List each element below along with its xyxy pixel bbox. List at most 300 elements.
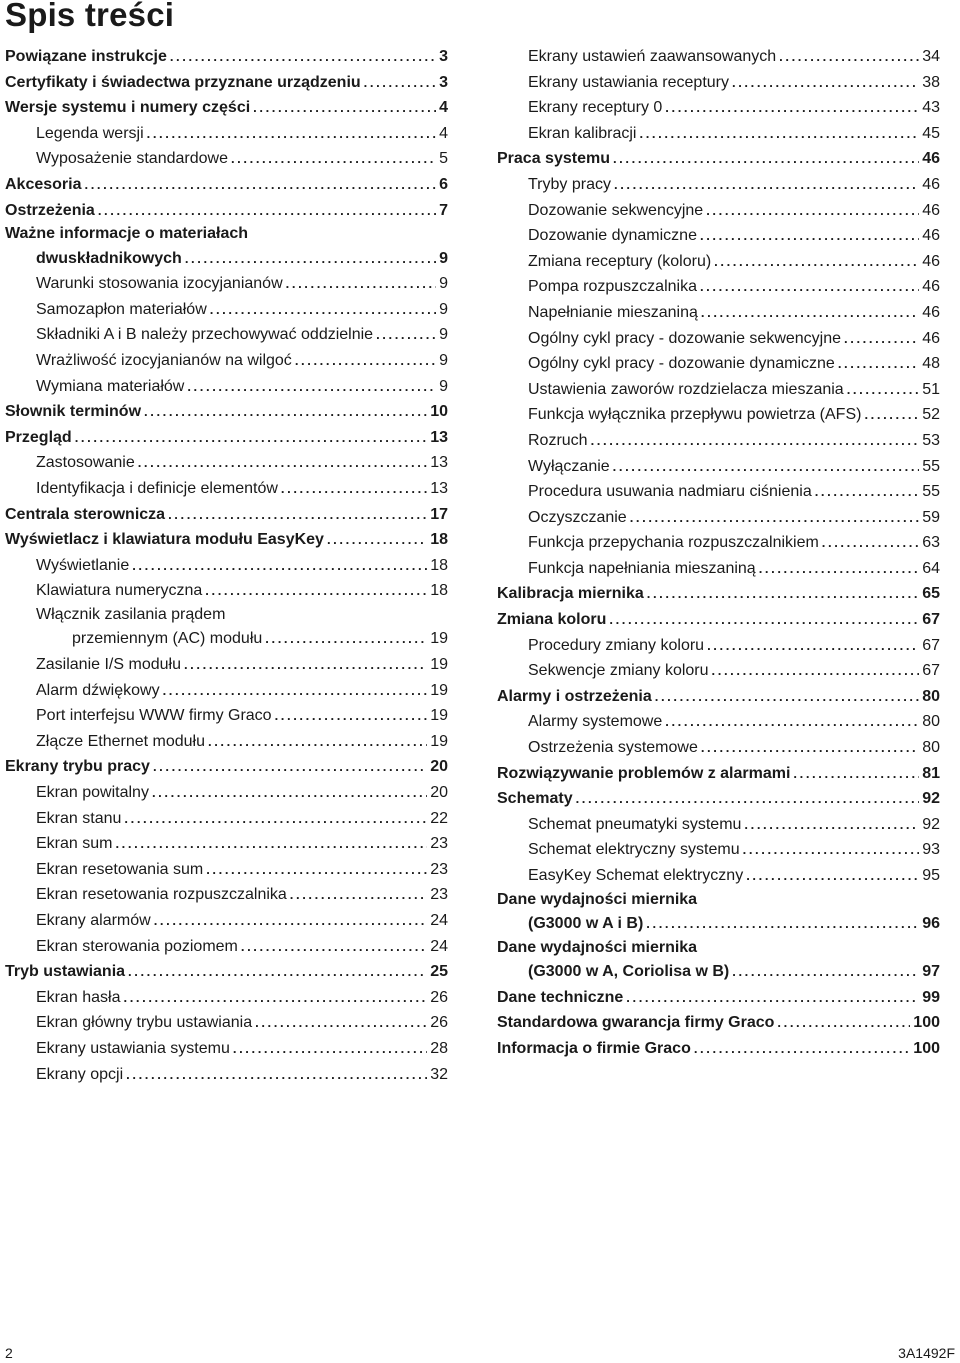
- toc-entry[interactable]: [497, 300, 940, 326]
- toc-entry[interactable]: [5, 553, 448, 579]
- dot-leader: [124, 985, 428, 1011]
- toc-entry[interactable]: [497, 607, 940, 633]
- toc-entry[interactable]: [5, 985, 448, 1011]
- toc-page-number: 13: [430, 480, 448, 497]
- toc-page-number: 99: [922, 988, 940, 1006]
- toc-entry-title: Przegląd: [5, 428, 72, 446]
- toc-entry[interactable]: [5, 44, 448, 70]
- toc-page-number: 19: [430, 656, 448, 674]
- toc-entry-title: Dozowanie dynamiczne: [528, 227, 697, 245]
- dot-leader: [630, 505, 920, 531]
- toc-page-number: 19: [430, 630, 448, 648]
- dot-leader: [793, 761, 919, 787]
- toc-entry-title: Ustawienia zaworów rozdzielacza mieszania: [528, 380, 844, 398]
- toc-entry[interactable]: [5, 729, 448, 755]
- dot-leader: [163, 678, 428, 704]
- toc-entry-title: Wyłączanie: [528, 457, 610, 475]
- toc-page-number: 18: [430, 582, 448, 600]
- dot-leader: [210, 297, 436, 323]
- toc-entry[interactable]: [5, 223, 448, 246]
- toc-entry-title: Procedura usuwania nadmiaru ciśnienia: [528, 483, 812, 501]
- dot-leader: [233, 1036, 427, 1062]
- dot-leader: [864, 402, 919, 428]
- toc-entry[interactable]: [497, 937, 940, 960]
- toc-entry[interactable]: [497, 351, 940, 377]
- dot-leader: [154, 908, 428, 934]
- dot-leader: [694, 1036, 910, 1062]
- dot-leader: [639, 121, 919, 147]
- toc-entry[interactable]: [5, 1062, 448, 1088]
- toc-page-number: 9: [439, 326, 448, 344]
- dot-leader: [759, 556, 920, 582]
- toc-page-number: 52: [922, 406, 940, 424]
- dot-leader: [591, 428, 920, 454]
- toc-page-number: 26: [430, 1014, 448, 1032]
- toc-entry-title: Ostrzeżenia: [5, 201, 95, 219]
- toc-entry[interactable]: [5, 857, 448, 883]
- toc-entry[interactable]: [497, 249, 940, 275]
- toc-entry[interactable]: [5, 604, 448, 627]
- toc-entry-continuation[interactable]: [497, 959, 940, 985]
- toc-entry-title: Praca systemu: [497, 150, 610, 168]
- dot-leader: [712, 658, 920, 684]
- toc-entry[interactable]: [5, 348, 448, 374]
- dot-leader: [376, 322, 436, 348]
- toc-entry-title: Zmiana koloru: [497, 611, 607, 629]
- dot-leader: [138, 450, 427, 476]
- toc-entry-title: Ekrany trybu pracy: [5, 758, 150, 776]
- toc-entry-title: Alarm dźwiękowy: [36, 681, 160, 699]
- toc-entry-title: Procedury zmiany koloru: [528, 636, 705, 654]
- toc-entry-title: Ekran główny trybu ustawiania: [36, 1014, 253, 1032]
- page-number: 2: [5, 1345, 13, 1361]
- dot-leader: [255, 1010, 427, 1036]
- dot-leader: [327, 527, 427, 553]
- toc-entry-continuation[interactable]: [497, 911, 940, 937]
- toc-entry-title: Dane wydajności miernika: [497, 890, 698, 908]
- dot-leader: [185, 246, 436, 272]
- toc-entry-title: Ekrany alarmów: [36, 912, 151, 929]
- toc-entry[interactable]: [5, 271, 448, 297]
- toc-entry[interactable]: [5, 1010, 448, 1036]
- toc-entry[interactable]: [5, 297, 448, 323]
- toc-entry-continuation[interactable]: [5, 626, 448, 652]
- toc-page-number: 67: [922, 662, 940, 680]
- dot-leader: [295, 348, 436, 374]
- dot-leader: [265, 626, 427, 652]
- toc-entry[interactable]: [5, 70, 448, 96]
- dot-leader: [614, 172, 919, 198]
- toc-entry-title: Ekran resetowania rozpuszczalnika: [36, 886, 287, 904]
- toc-entry[interactable]: [497, 761, 940, 787]
- toc-page-number: 46: [922, 175, 940, 193]
- toc-page-number: 9: [439, 300, 448, 318]
- dot-leader: [147, 121, 436, 147]
- dot-leader: [115, 831, 427, 857]
- page-title: Spis treści: [5, 0, 175, 33]
- dot-leader: [231, 146, 436, 172]
- dot-leader: [844, 326, 919, 352]
- toc-entry-title: Alarmy systemowe: [528, 713, 663, 731]
- toc-entry-title: Tryb ustawiania: [5, 963, 126, 981]
- toc-entry[interactable]: [5, 146, 448, 172]
- toc-entry-title: Klawiatura numeryczna: [36, 582, 203, 600]
- toc-page-number: 19: [430, 681, 448, 699]
- toc-entry[interactable]: [497, 556, 940, 582]
- toc-entry[interactable]: [5, 652, 448, 678]
- dot-leader: [170, 44, 436, 70]
- toc-entry[interactable]: [497, 454, 940, 480]
- dot-leader: [777, 1010, 910, 1036]
- toc-entry-title: Rozwiązywanie problemów z alarmami: [497, 764, 791, 782]
- toc-page-number: 100: [913, 1014, 940, 1032]
- toc-entry[interactable]: [5, 322, 448, 348]
- toc-entry[interactable]: [497, 889, 940, 912]
- toc-entry-title: Funkcja wyłącznika przepływu powietrza (AFS): [528, 406, 862, 424]
- toc-page-number: 24: [430, 912, 448, 929]
- toc-entry-title: Zasilanie I/S modułu: [36, 656, 181, 674]
- toc-entry[interactable]: [497, 1010, 940, 1036]
- document-code: 3A1492F: [898, 1345, 955, 1361]
- toc-entry[interactable]: [5, 578, 448, 604]
- toc-page-number: 22: [430, 809, 448, 827]
- toc-page-number: 6: [439, 175, 448, 193]
- toc-page-number: 46: [922, 150, 940, 168]
- toc-entry-title: Ostrzeżenia systemowe: [528, 739, 698, 757]
- toc-page-number: 9: [439, 377, 448, 395]
- toc-page-number: 95: [922, 867, 940, 884]
- toc-page-number: 96: [922, 915, 940, 933]
- toc-page-number: 59: [922, 508, 940, 526]
- toc-entry[interactable]: [5, 121, 448, 147]
- toc-entry-title: Włącznik zasilania prądem: [36, 605, 226, 623]
- toc-page-number: 9: [439, 352, 448, 370]
- toc-entry[interactable]: [5, 527, 448, 553]
- toc-entry-title: Dane techniczne: [497, 988, 624, 1006]
- toc-entry[interactable]: [497, 428, 940, 454]
- toc-entry[interactable]: [497, 658, 940, 684]
- toc-entry[interactable]: [5, 882, 448, 908]
- dot-leader: [732, 70, 919, 96]
- dot-leader: [746, 863, 919, 889]
- toc-page-number: 92: [922, 790, 940, 808]
- toc-page-number: 20: [430, 758, 448, 776]
- toc-page-number: 7: [439, 201, 448, 219]
- dot-leader: [613, 146, 919, 172]
- toc-entry[interactable]: [5, 908, 448, 934]
- dot-leader: [128, 959, 427, 985]
- dot-leader: [655, 684, 919, 710]
- toc-entry[interactable]: [497, 985, 940, 1011]
- toc-entry-title: Zastosowanie: [36, 454, 135, 472]
- dot-leader: [822, 530, 919, 556]
- toc-entry-title: Pompa rozpuszczalnika: [528, 278, 697, 296]
- toc-entry-title: Ogólny cykl pracy - dozowanie dynamiczne: [528, 355, 835, 373]
- toc-entry[interactable]: [5, 172, 448, 198]
- toc-entry[interactable]: [5, 450, 448, 476]
- toc-entry[interactable]: [5, 502, 448, 528]
- toc-entry[interactable]: [497, 146, 940, 172]
- toc-entry[interactable]: [497, 786, 940, 812]
- toc-entry-title: Powiązane instrukcje: [5, 48, 167, 65]
- dot-leader: [646, 911, 919, 937]
- toc-page-number: 55: [922, 457, 940, 475]
- toc-entry-title: Identyfikacja i definicje elementów: [36, 480, 278, 497]
- toc-entry[interactable]: [497, 121, 940, 147]
- toc-page-number: 97: [922, 963, 940, 981]
- toc-entry-title: Certyfikaty i świadectwa przyznane urządzeniu: [5, 73, 361, 91]
- toc-entry[interactable]: [497, 1036, 940, 1062]
- dot-leader: [241, 934, 427, 960]
- dot-leader: [665, 709, 919, 735]
- dot-leader: [700, 274, 919, 300]
- toc-entry-title: Ekrany receptury 0: [528, 99, 663, 117]
- toc-entry-title: Wyposażenie standardowe: [36, 150, 228, 168]
- dot-leader: [153, 754, 427, 780]
- toc-page-number: 4: [439, 124, 448, 142]
- toc-page-number: 19: [430, 707, 448, 725]
- toc-page-number: 46: [922, 329, 940, 347]
- dot-leader: [184, 652, 427, 678]
- dot-leader: [187, 374, 436, 400]
- dot-leader: [847, 377, 920, 403]
- toc-entry-title: Złącze Ethernet modułu: [36, 732, 205, 750]
- toc-entry[interactable]: [5, 399, 448, 425]
- toc-page-number: 5: [439, 150, 448, 168]
- dot-leader: [168, 502, 427, 528]
- toc-page-number: 48: [922, 355, 940, 373]
- toc-page-number: 18: [430, 531, 448, 549]
- toc-entry[interactable]: [497, 70, 940, 96]
- toc-page-number: 46: [922, 278, 940, 296]
- dot-leader: [98, 198, 436, 224]
- toc-page-number: 55: [922, 483, 940, 501]
- toc-entry-title: Wersje systemu i numery części: [5, 99, 251, 117]
- toc-entry-title: Ekrany ustawiania systemu: [36, 1039, 230, 1057]
- toc-entry[interactable]: [5, 831, 448, 857]
- toc-entry-title: Tryby pracy: [528, 175, 611, 193]
- dot-leader: [205, 578, 427, 604]
- toc-entry[interactable]: [497, 44, 940, 70]
- toc-page-number: 25: [430, 963, 448, 981]
- toc-page-number: 19: [430, 732, 448, 750]
- toc-entry-title: Składniki A i B należy przechowywać oddzielnie: [36, 326, 374, 344]
- toc-entry-title: Ekrany opcji: [36, 1065, 124, 1083]
- dot-leader: [152, 780, 427, 806]
- toc-page-number: 80: [922, 713, 940, 731]
- toc-page-number: 46: [922, 227, 940, 245]
- toc-entry[interactable]: [497, 198, 940, 224]
- toc-page-number: 38: [922, 73, 940, 91]
- toc-page-number: 3: [439, 73, 448, 91]
- toc-entry-title: Oczyszczanie: [528, 508, 627, 526]
- toc-entry[interactable]: [5, 959, 448, 985]
- toc-entry-title: Wrażliwość izocyjanianów na wilgoć: [36, 352, 292, 370]
- toc-entry-title: Zmiana receptury (koloru): [528, 252, 712, 270]
- toc-entry[interactable]: [497, 684, 940, 710]
- dot-leader: [838, 351, 919, 377]
- toc-entry-title: (G3000 w A i B): [528, 915, 644, 933]
- toc-entry-title: Standardowa gwarancja firmy Graco: [497, 1014, 775, 1032]
- dot-leader: [286, 271, 436, 297]
- toc-page-number: 10: [430, 403, 448, 421]
- toc-entry[interactable]: [497, 735, 940, 761]
- toc-entry-title: Schemat elektryczny systemu: [528, 841, 740, 859]
- toc-page-number: 17: [430, 505, 448, 523]
- toc-entry[interactable]: [5, 425, 448, 451]
- dot-leader: [290, 882, 427, 908]
- toc-entry[interactable]: [497, 326, 940, 352]
- toc-page-number: 51: [922, 380, 940, 398]
- toc-entry-title: Warunki stosowania izocyjanianów: [36, 275, 283, 293]
- toc-page-number: 26: [430, 988, 448, 1006]
- toc-entry[interactable]: [5, 806, 448, 832]
- toc-entry[interactable]: [5, 780, 448, 806]
- toc-entry-title: Napełnianie mieszaniną: [528, 303, 698, 321]
- toc-entry-continuation[interactable]: [5, 246, 448, 272]
- dot-leader: [85, 172, 437, 198]
- dot-leader: [744, 812, 919, 838]
- toc-entry[interactable]: [497, 581, 940, 607]
- toc-entry-title: Dozowanie sekwencyjne: [528, 201, 704, 219]
- toc-entry-title: Ekran sterowania poziomem: [36, 937, 238, 955]
- toc-entry[interactable]: [497, 223, 940, 249]
- toc-entry[interactable]: [5, 95, 448, 121]
- toc-entry-title: Akcesoria: [5, 175, 82, 193]
- toc-page-number: 53: [922, 431, 940, 449]
- toc-entry-title: przemiennym (AC) modułu: [72, 630, 263, 648]
- toc-entry[interactable]: [5, 198, 448, 224]
- toc-entry-title: Funkcja przepychania rozpuszczalnikiem: [528, 534, 819, 552]
- toc-entry-title: Wyświetlanie: [36, 556, 130, 574]
- dot-leader: [701, 300, 919, 326]
- dot-leader: [732, 959, 919, 985]
- toc-entry-title: Schemat pneumatyki systemu: [528, 815, 742, 833]
- toc-page-number: 46: [922, 252, 940, 270]
- dot-leader: [124, 806, 427, 832]
- toc-entry[interactable]: [497, 837, 940, 863]
- toc-page-number: 63: [922, 534, 940, 552]
- toc-entry-title: Ważne informacje o materiałach: [5, 225, 249, 243]
- dot-leader: [700, 223, 919, 249]
- toc-page-number: 18: [430, 556, 448, 574]
- dot-leader: [609, 607, 919, 633]
- toc-page-number: 23: [430, 886, 448, 904]
- dot-leader: [815, 479, 919, 505]
- toc-entry[interactable]: [497, 505, 940, 531]
- toc-entry[interactable]: [5, 754, 448, 780]
- dot-leader: [714, 249, 919, 275]
- toc-entry-title: Ekrany ustawiania receptury: [528, 73, 729, 91]
- dot-leader: [706, 198, 919, 224]
- toc-entry-title: Ekran powitalny: [36, 784, 149, 802]
- toc-page-number: 24: [430, 937, 448, 955]
- toc-entry[interactable]: [497, 479, 940, 505]
- toc-entry-title: Dane wydajności miernika: [497, 938, 698, 956]
- dot-leader: [208, 729, 427, 755]
- toc-page-number: 43: [922, 99, 940, 117]
- toc-entry[interactable]: [5, 934, 448, 960]
- dot-leader: [665, 95, 919, 121]
- dot-leader: [126, 1062, 427, 1088]
- toc-page-number: 93: [922, 841, 940, 859]
- toc-entry[interactable]: [5, 374, 448, 400]
- dot-leader: [206, 857, 427, 883]
- toc-entry[interactable]: [497, 530, 940, 556]
- toc-page-number: 13: [430, 428, 448, 446]
- dot-leader: [75, 425, 428, 451]
- toc-entry-title: EasyKey Schemat elektryczny: [528, 867, 744, 884]
- toc-entry-title: Samozapłon materiałów: [36, 300, 207, 318]
- toc-entry-title: Ekran hasła: [36, 988, 121, 1006]
- dot-leader: [779, 44, 919, 70]
- toc-page-number: 46: [922, 303, 940, 321]
- toc-page-number: 80: [922, 739, 940, 757]
- dot-leader: [701, 735, 919, 761]
- toc-entry[interactable]: [497, 863, 940, 889]
- toc-entry-title: Słownik terminów: [5, 403, 142, 421]
- toc-page-number: 65: [922, 585, 940, 603]
- toc-page-number: 92: [922, 815, 940, 833]
- toc-entry[interactable]: [497, 812, 940, 838]
- dot-leader: [647, 581, 919, 607]
- dot-leader: [613, 454, 920, 480]
- toc-left-column: [5, 44, 448, 1087]
- toc-entry[interactable]: [497, 95, 940, 121]
- toc-entry[interactable]: [5, 678, 448, 704]
- toc-entry-title: dwuskładnikowych: [36, 249, 182, 267]
- toc-entry[interactable]: [5, 703, 448, 729]
- toc-page-number: 23: [430, 835, 448, 853]
- toc-entry-title: Kalibracja miernika: [497, 585, 644, 603]
- dot-leader: [364, 70, 436, 96]
- dot-leader: [281, 476, 427, 502]
- toc-entry-title: (G3000 w A, Coriolisa w B): [528, 963, 730, 981]
- toc-page-number: 67: [922, 611, 940, 629]
- toc-entry[interactable]: [497, 274, 940, 300]
- toc-entry[interactable]: [497, 172, 940, 198]
- toc-entry-title: Ekran resetowania sum: [36, 860, 204, 878]
- toc-entry-title: Rozruch: [528, 431, 588, 449]
- toc-page-number: 28: [430, 1039, 448, 1057]
- toc-entry-title: Schematy: [497, 790, 573, 808]
- toc-page-number: 64: [922, 559, 940, 577]
- toc-page-number: 23: [430, 860, 448, 878]
- toc-entry[interactable]: [5, 1036, 448, 1062]
- toc-page-number: 100: [913, 1039, 940, 1057]
- toc-entry[interactable]: [497, 377, 940, 403]
- toc-entry-title: Ekran sum: [36, 835, 113, 853]
- toc-entry[interactable]: [497, 709, 940, 735]
- dot-leader: [707, 633, 919, 659]
- toc-entry[interactable]: [5, 476, 448, 502]
- dot-leader: [253, 95, 436, 121]
- toc-entry[interactable]: [497, 402, 940, 428]
- toc-entry-title: Wymiana materiałów: [36, 377, 185, 395]
- toc-entry-title: Alarmy i ostrzeżenia: [497, 687, 652, 705]
- dot-leader: [743, 837, 920, 863]
- dot-leader: [626, 985, 919, 1011]
- toc-page-number: 4: [439, 99, 448, 117]
- toc-page-number: 13: [430, 454, 448, 472]
- dot-leader: [132, 553, 427, 579]
- toc-entry-title: Funkcja napełniania mieszaniną: [528, 559, 756, 577]
- dot-leader: [275, 703, 428, 729]
- toc-entry-title: Sekwencje zmiany koloru: [528, 662, 709, 680]
- toc-entry[interactable]: [497, 633, 940, 659]
- toc-page-number: 9: [439, 275, 448, 293]
- toc-entry-title: Port interfejsu WWW firmy Graco: [36, 707, 272, 725]
